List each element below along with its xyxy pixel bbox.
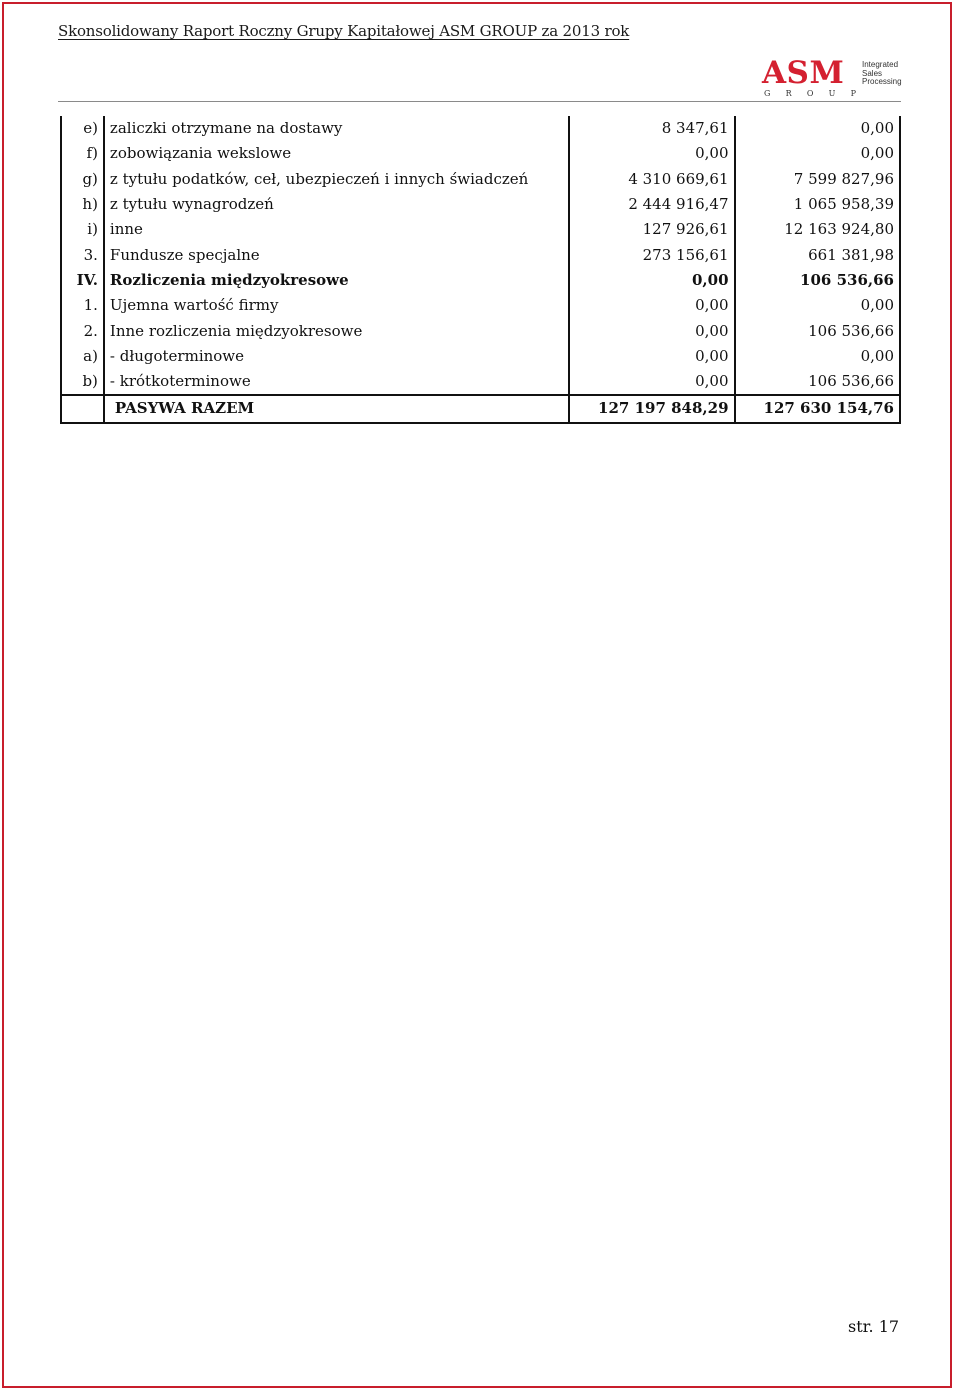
value-2013: 0,00: [569, 369, 734, 395]
row-marker: a): [61, 344, 104, 369]
liabilities-table: [60, 116, 901, 424]
value-2012: 106 536,66: [735, 318, 900, 343]
value-2013: 273 156,61: [569, 242, 734, 267]
logo-tagline-line: Processing: [862, 77, 902, 86]
value-2012: 1 065 958,39: [735, 192, 900, 217]
asm-group-logo: [760, 57, 902, 101]
row-label: inne: [104, 217, 569, 242]
logo-tagline-line: Sales: [862, 68, 883, 78]
table-row: [61, 318, 900, 343]
value-2012: 0,00: [735, 141, 900, 166]
row-label: Inne rozliczenia międzyokresowe: [104, 318, 569, 343]
value-2012: 661 381,98: [735, 242, 900, 267]
logo-tagline-line: Integrated: [862, 60, 899, 69]
row-marker: e): [61, 116, 104, 141]
value-2012: 106 536,66: [735, 369, 900, 395]
row-label: z tytułu wynagrodzeń: [104, 192, 569, 217]
value-2013: 8 347,61: [569, 116, 734, 141]
value-2012: 0,00: [735, 344, 900, 369]
value-2013: 0,00: [569, 268, 734, 293]
value-2013: 2 444 916,47: [569, 192, 734, 217]
table-row: [61, 344, 900, 369]
logo-text: ASM: [762, 55, 845, 91]
row-marker: [61, 395, 104, 422]
row-marker: 1.: [61, 293, 104, 318]
logo-tagline: [862, 61, 902, 87]
row-marker: IV.: [61, 268, 104, 293]
row-marker: i): [61, 217, 104, 242]
row-label: Ujemna wartość firmy: [104, 293, 569, 318]
logo-group-letters: [764, 89, 856, 98]
logo-letter: P: [850, 89, 856, 98]
value-2012: 127 630 154,76: [735, 395, 900, 422]
row-label: PASYWA RAZEM: [104, 395, 569, 422]
value-2013: 0,00: [569, 344, 734, 369]
row-marker: g): [61, 167, 104, 192]
value-2012: 106 536,66: [735, 268, 900, 293]
value-2012: 12 163 924,80: [735, 217, 900, 242]
row-label: zaliczki otrzymane na dostawy: [104, 116, 569, 141]
value-2013: 0,00: [569, 318, 734, 343]
table-row: [61, 141, 900, 166]
table-row: [61, 167, 900, 192]
value-2013: 0,00: [569, 141, 734, 166]
header-divider: [58, 101, 901, 102]
table-row: [61, 242, 900, 267]
table-row: [61, 116, 900, 141]
table-row: [61, 293, 900, 318]
logo-letter: R: [785, 89, 792, 98]
row-marker: 3.: [61, 242, 104, 267]
value-2012: 0,00: [735, 116, 900, 141]
table-row-total: [61, 395, 900, 422]
row-marker: f): [61, 141, 104, 166]
value-2013: 127 197 848,29: [569, 395, 734, 422]
table-row-section-header: [61, 268, 900, 293]
value-2013: 4 310 669,61: [569, 167, 734, 192]
row-label: - krótkoterminowe: [104, 369, 569, 395]
row-label: - długoterminowe: [104, 344, 569, 369]
value-2012: 0,00: [735, 293, 900, 318]
value-2013: 127 926,61: [569, 217, 734, 242]
row-label: Fundusze specjalne: [104, 242, 569, 267]
page-number: str. 17: [848, 1317, 900, 1336]
value-2013: 0,00: [569, 293, 734, 318]
table-row: [61, 217, 900, 242]
logo-letter: U: [828, 89, 836, 98]
row-marker: b): [61, 369, 104, 395]
row-label: z tytułu podatków, ceł, ubezpieczeń i innych świadczeń: [104, 167, 569, 192]
row-marker: 2.: [61, 318, 104, 343]
row-marker: h): [61, 192, 104, 217]
table-row: [61, 192, 900, 217]
row-label: zobowiązania wekslowe: [104, 141, 569, 166]
logo-letter: G: [764, 89, 771, 98]
row-label: Rozliczenia międzyokresowe: [104, 268, 569, 293]
value-2012: 7 599 827,96: [735, 167, 900, 192]
report-title: Skonsolidowany Raport Roczny Grupy Kapitałowej ASM GROUP za 2013 rok: [58, 22, 630, 40]
logo-letter: O: [806, 89, 814, 98]
table-row: [61, 369, 900, 395]
